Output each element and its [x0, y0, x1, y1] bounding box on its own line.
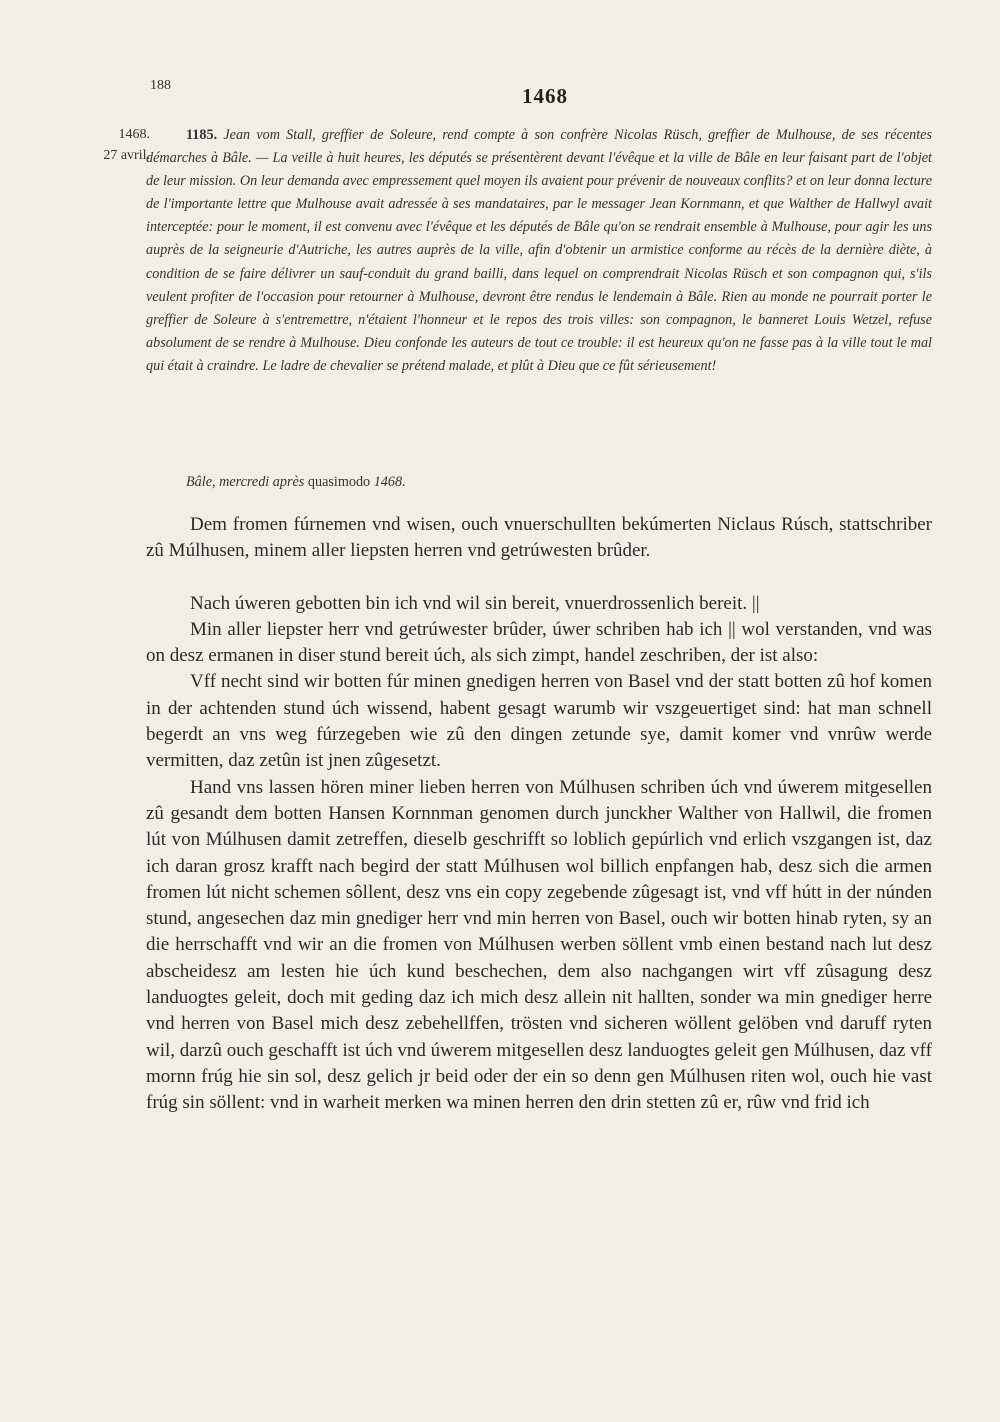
- margin-year: 1468.: [118, 127, 150, 142]
- letter-paragraph: Min aller liepster herr vnd getrúwester brûder, úwer schriben hab ich || wol verstanden, vnd was on desz ermanen in diser stund bereit úch, als sich zimpt, handel zeschriben, der ist also:: [146, 618, 932, 667]
- letter-paragraph: Hand vns lassen hören miner lieben herren von Múlhusen schriben úch vnd úwerem mitgesellen zû gesandt dem botten Hansen Kornnman genomen durch junckher Walther von Hallwil, die fromen lút von Múlhusen damit zetreffen, dieselb geschrifft so loblich gepúrlich vnd erlich vszgangen ist, daz ich daran grosz krafft nach begird der statt Múlhusen wol billich enpfangen hab, desz sich die armen fromen lút nicht schemen sôllent, desz vns ein copy zegebende zûgesagt ist, vnd vff hútt in der núnden stund, angesechen daz min gnediger herr vnd min herren von Basel, ouch wir botten hinab ryten, sy an die herrschafft vnd wir an die fromen von Múlhusen werben söllent vmb einen bestand nach lut desz abscheidesz am lesten hie úch kund beschechen, dem also nachgangen wirt vff zûsagung desz landuogtes geleit, doch mit geding daz ich mich desz allein nit hallten, sonder wa min gnediger herre vnd herren von Basel mich desz zebehellffen, trösten vnd sicheren wöllent gelöben vnd daruff ryten wil, darzû ouch geschafft ist úch vnd úwerem mitgesellen desz landuogtes geleit gen Múlhusen, daz vff mornn frúg hie sin sol, desz gelich jr beid oder der ein so denn gen Múlhusen riten wol, ouch hie vast frúg sin söllent: vnd in warheit merken wa minen herren den drin stetten zû er, rûw vnd frid ich: [146, 776, 932, 1114]
- margin-date: 27 avril.: [103, 148, 150, 163]
- letter-paragraph: Vff necht sind wir botten fúr minen gnedigen herren von Basel vnd der statt botten zû hof komen in der achtenden stund úch wissend, habent gesagt warumb wir vszgeuertiget sind: hat man schnell begerdt an vns weg fúrzegeben wie zû den dingen zetunde sye, damit komer vnd vnrûw werde vermitten, daz zetûn ist jnen zûgesetzt.: [146, 671, 932, 772]
- dateline-feast: quasimodo: [307, 474, 371, 490]
- dateline-year: 1468.: [373, 474, 406, 490]
- dateline: [186, 474, 406, 491]
- regest-text: Jean vom Stall, greffier de Soleure, rend compte à son confrère Nicolas Rüsch, greffier de Mulhouse, de ses récentes démarches à Bâle. — La veille à huit heures, les députés se présentèrent devant l'évêque et la ville de Bâle en leur faisant part de l'objet de leur mission. On leur demanda avec empressement quel moyen ils avaient pour prévenir de nouveaux conflits? et on leur donna lecture de l'importante lettre que Mulhouse avait adressée à ses mandataires, par le messager Jean Kornmann, et que Walther de Hallwyl avait interceptée: pour le moment, il est convenu avec l'évêque et les députés de Bâle qu'on se rendrait ensemble à Mulhouse, pour agir les uns auprès de la seigneurie d'Autriche, les autres auprès de la ville, afin d'obtenir un armistice conforme au récès de la dernière diète, à condition de se faire délivrer un sauf-conduit du grand bailli, dans lequel on comprendrait Nicolas Rüsch et son compagnon qui, s'ils veulent profiter de l'occasion pour retourner à Mulhouse, devront être rendus le lendemain à Bâle. Rien au monde ne pourrait porter le greffier de Soleure à s'entremettre, n'étaient l'honneur et le repos des trois villes: son compagnon, le banneret Louis Wetzel, refuse absolument de se rendre à Mulhouse. Dieu confonde les auteurs de tout ce trouble: il est heureux qu'on ne fasse pas à la ville tout le mal qui était à craindre. Le ladre de chevalier se prétend malade, et plût à Dieu que ce fût sérieusement!: [146, 127, 932, 374]
- running-header-year: 1468: [522, 84, 568, 108]
- regest-summary: [146, 124, 932, 378]
- page-number: 188: [150, 78, 171, 93]
- document-number: 1185.: [186, 127, 218, 143]
- dateline-place-day: Bâle, mercredi après: [186, 474, 305, 490]
- margin-date-note: [70, 124, 150, 166]
- letter-text: [146, 512, 932, 1117]
- letter-address: Dem fromen fúrnemen vnd wisen, ouch vnuerschullten bekúmerten Niclaus Rúsch, stattschriber zû Múlhusen, minem aller liepsten herren vnd getrúwesten brûder.: [146, 514, 932, 562]
- letter-paragraph: Nach úweren gebotten bin ich vnd wil sin bereit, vnuerdrossenlich bereit. ||: [190, 592, 760, 614]
